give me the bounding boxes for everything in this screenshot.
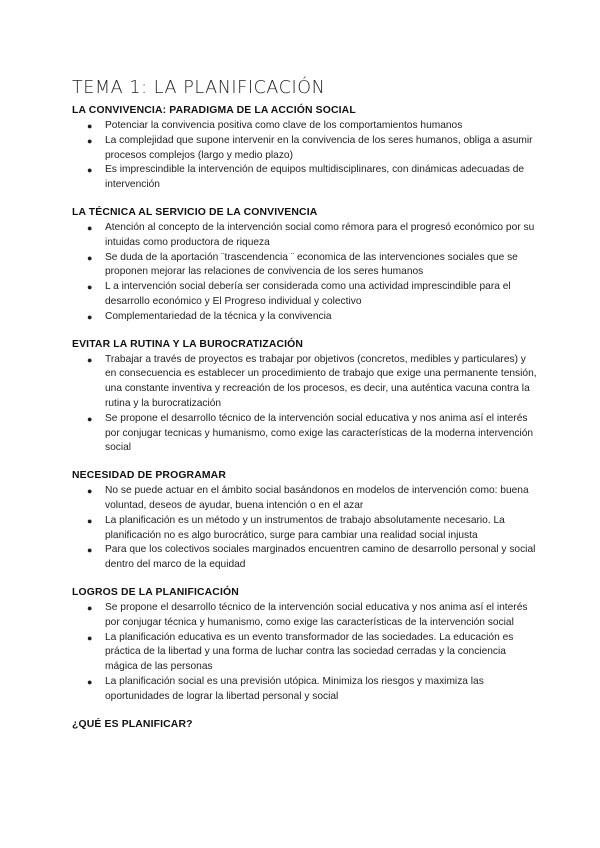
- section: [72, 206, 540, 325]
- bullet-icon: ●: [87, 515, 93, 526]
- list-item: [72, 601, 540, 631]
- list-item-text: La planificación social es una previsión utópica. Minimiza los riesgos y maximiza las oportunidades de lograr la libertad personal y social: [105, 675, 484, 702]
- section: [72, 104, 540, 193]
- list-item: [72, 412, 540, 456]
- bullet-icon: ●: [87, 135, 93, 146]
- bullet-list: [72, 221, 540, 325]
- bullet-icon: ●: [87, 602, 93, 613]
- list-item: [72, 119, 540, 134]
- list-item: [72, 221, 540, 251]
- bullet-icon: ●: [87, 354, 93, 365]
- list-item-text: Se duda de la aportación ¨trascendencia ¨ economica de las intervenciones sociales que se proponen mejorar las relaciones de convivencia de los seres humanos: [105, 251, 518, 278]
- section-heading: ¿QUÉ ES PLANIFICAR?: [72, 718, 193, 730]
- list-item: [72, 134, 540, 164]
- list-item-text: Trabajar a través de proyectos es trabajar por objetivos (concretos, medibles y particulares) y en consecuencia es establecer un procedimiento de trabajo que exige una permanente tensión, una constante inventiva y recreación de los procesos, es decir, una auténtica vacuna contra la rutina y la burocratización: [105, 353, 537, 409]
- sections-container: [72, 104, 540, 732]
- list-item-text: Para que los colectivos sociales marginados encuentren camino de desarrollo personal y social dentro del marco de la equidad: [105, 544, 536, 571]
- list-item-text: Potenciar la convivencia positiva como clave de los comportamientos humanos: [105, 120, 463, 131]
- list-item: [72, 310, 540, 325]
- list-item-text: Complementariedad de la técnica y la convivencia: [105, 310, 332, 322]
- bullet-icon: ●: [87, 632, 93, 643]
- bullet-list: [72, 119, 540, 193]
- bullet-icon: ●: [87, 282, 93, 293]
- list-item-text: Se propone el desarrollo técnico de la intervención social educativa y nos anima así el interés por conjugar técnica y humanismo, como exige las características de la intervención social: [105, 601, 528, 628]
- list-item: [72, 514, 540, 544]
- list-item: [72, 251, 540, 281]
- bullet-icon: ●: [87, 222, 93, 233]
- bullet-icon: ●: [87, 486, 93, 497]
- bullet-icon: ●: [87, 311, 93, 322]
- section: [72, 469, 540, 573]
- page-title: TEMA 1: LA PLANIFICACIÓN: [72, 78, 326, 98]
- section: [72, 338, 540, 457]
- bullet-icon: ●: [87, 121, 93, 131]
- list-item: [72, 543, 540, 573]
- section-heading: EVITAR LA RUTINA Y LA BUROCRATIZACIÓN: [72, 338, 304, 350]
- list-item-text: Es imprescindible la intervención de equipos multidisciplinares, con dinámicas adecuadas de intervención: [105, 164, 525, 191]
- bullet-icon: ●: [87, 676, 93, 687]
- section-heading: LA TÉCNICA AL SERVICIO DE LA CONVIVENCIA: [72, 206, 318, 218]
- bullet-icon: ●: [87, 545, 93, 556]
- list-item-text: Atención al concepto de la intervención social como rémora para el progresó económico por su intuidas como productora de riqueza: [105, 221, 535, 248]
- list-item: [72, 631, 540, 675]
- list-item: [72, 675, 540, 705]
- section-heading: LA CONVIVENCIA: PARADIGMA DE LA ACCIÓN SOCIAL: [72, 105, 356, 116]
- list-item: [72, 484, 540, 514]
- list-item: [72, 163, 540, 193]
- bullet-list: [72, 601, 540, 705]
- list-item-text: La planificación es un método y un instrumentos de trabajo absolutamente necesario. La planificación no es algo burocrático, surge para cambiar una realidad social injusta: [105, 514, 505, 541]
- section: [72, 718, 540, 732]
- list-item-text: La complejidad que supone intervenir en la convivencia de los seres humanos, obliga a asumir procesos complejos (largo y medio plazo): [105, 134, 533, 161]
- bullet-icon: ●: [87, 165, 93, 176]
- section-heading: NECESIDAD DE PROGRAMAR: [72, 470, 226, 482]
- list-item: [72, 353, 540, 412]
- list-item-text: No se puede actuar en el ámbito social basándonos en modelos de intervención como: buena voluntad, deseos de ayudar, buena intención o en el azar: [105, 485, 529, 511]
- list-item: [72, 280, 540, 310]
- list-item-text: Se propone el desarrollo técnico de la intervención social educativa y nos anima así el interés por conjugar tecnicas y humanismo, como exige las características de la moderna intervención social: [105, 412, 534, 454]
- section-heading: LOGROS DE LA PLANIFICACIÓN: [72, 586, 239, 598]
- list-item-text: L a intervención social debería ser considerada como una actividad imprescindible para el desarrollo económico y El Progreso individual y colectivo: [105, 281, 511, 307]
- section: [72, 586, 540, 705]
- bullet-list: [72, 353, 540, 457]
- bullet-icon: ●: [87, 413, 93, 424]
- list-item-text: La planificación educativa es un evento transformador de las sociedades. La educación es práctica de la libertad y una forma de luchar contra las sociedad cerradas y la conciencia mágica de las personas: [105, 631, 514, 673]
- bullet-icon: ●: [87, 252, 93, 263]
- bullet-list: [72, 484, 540, 573]
